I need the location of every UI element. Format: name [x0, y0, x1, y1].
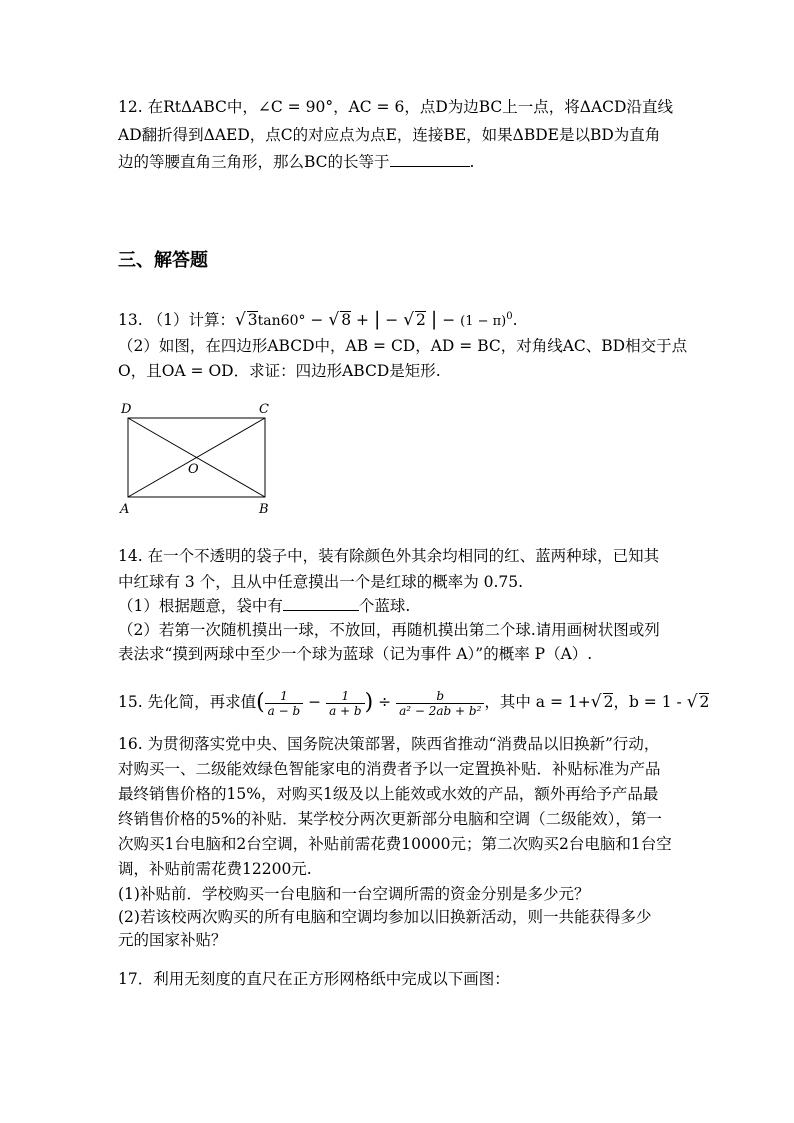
q13-prefix: 13. （1）计算： — [118, 311, 235, 330]
q14-line-1: 14. 在一个不透明的袋子中，装有除颜色外其余均相同的红、蓝两种球，已知其 — [118, 547, 660, 565]
q12-line-3 — [118, 151, 474, 173]
minus-sign: − — [310, 311, 324, 330]
plus-sign: + — [356, 311, 370, 330]
division-sign: ÷ — [378, 693, 392, 711]
fraction-1 — [265, 689, 304, 718]
q14-line-2: 中红球有 3 个，且从中任意摸出一个是红球的概率为 0.75. — [118, 573, 524, 591]
fraction-2-denominator: a + b — [329, 703, 362, 718]
sqrt-2-b: 2 — [699, 693, 710, 711]
q16-line-8: (2)若该校两次购买的所有电脑和空调均参加以旧换新活动，则一共能获得多少 — [118, 908, 652, 926]
q14-line-3-end: 个蓝球. — [358, 597, 411, 615]
label-c: C — [259, 402, 269, 417]
sqrt-8: 8 — [341, 311, 352, 330]
radical-sign: √ — [686, 692, 698, 712]
q14-line-5: 表法求“摸到两球中至少一个球为蓝球（记为事件 A）”的概率 P（A）. — [118, 645, 593, 663]
sqrt-3: 3 — [247, 311, 258, 330]
radical-sign: √ — [234, 310, 246, 331]
q16-line-9: 元的国家补贴？ — [118, 931, 227, 949]
abs-bar-left: | — [373, 308, 381, 331]
q15-line — [118, 685, 709, 719]
q16-line-6: 调，补贴前需花费12200元. — [118, 860, 312, 878]
minus-sign: − — [442, 311, 456, 330]
fraction-1-numerator: 1 — [265, 689, 304, 704]
radical-sign: √ — [403, 310, 415, 331]
q16-line-3: 最终销售价格的15%，对购买1级及以上能效或水效的产品，额外再给予产品最 — [118, 785, 659, 803]
q13-line-2: （2）如图，在四边形ABCD中，AB = CD，AD = BC，对角线AC、BD相交于点 — [118, 337, 688, 355]
q14-line-3-text: （1）根据题意，袋中有 — [118, 597, 283, 615]
q14-line-3 — [118, 595, 410, 617]
label-o: O — [188, 462, 199, 477]
fraction-1-denominator: a − b — [267, 703, 301, 718]
fraction-3-denominator: a² − 2ab + b² — [399, 703, 482, 718]
q12-answer-blank — [390, 152, 470, 167]
q14-line-4: （2）若第一次随机摸出一球，不放回，再随机摸出第二个球.请用画树状图或列 — [118, 621, 660, 639]
fraction-3 — [396, 689, 484, 718]
q13-line-1 — [118, 306, 518, 333]
rectangle-figure — [112, 398, 282, 520]
condition-b: ，b = 1 - — [613, 693, 682, 711]
radical-sign: √ — [328, 310, 340, 331]
sqrt-2-a: 2 — [603, 693, 614, 711]
q12-line-2: AD翻折得到ΔAED，点C的对应点为点E，连接BE，如果ΔBDE是以BD为直角 — [118, 126, 661, 144]
q16-line-5: 次购买1台电脑和2台空调，补贴前需花费10000元；第二次购买2台电脑和1台空 — [118, 835, 672, 853]
q16-line-2: 对购买一、二级能效绿色智能家电的消费者予以一定置换补贴．补贴标准为产品 — [118, 760, 661, 778]
fraction-2 — [326, 689, 365, 718]
label-b: B — [259, 502, 269, 517]
label-a: A — [120, 502, 130, 517]
label-d: D — [121, 402, 132, 417]
q12-line-1: 12. 在RtΔABC中，∠C = 90°，AC = 6，点D为边BC上一点，将ΔACD沿直线 — [118, 98, 673, 116]
abs-bar-right: | — [430, 308, 438, 331]
paren-open: ( — [256, 690, 265, 715]
minus-sign: − — [308, 693, 322, 711]
q17-line-1: 17．利用无刻度的直尺在正方形网格纸中完成以下画图： — [118, 970, 510, 988]
tan-term: tan60° — [257, 313, 306, 330]
q16-line-1: 16. 为贯彻落实党中央、国务院决策部署，陕西省推动“消费品以旧换新”行动， — [118, 735, 660, 753]
section-title: 三、解答题 — [118, 250, 208, 271]
q13-expression: √ 3tan60° − √ 8 + | − √ 2 | − $(1 - \pi)^0$. — [234, 308, 518, 331]
fraction-3-numerator: b — [396, 689, 484, 704]
q16-line-4: 终销售价格的5%的补贴．某学校分两次更新部分电脑和空调（二级能效），第一 — [118, 810, 662, 828]
q16-line-7: (1)补贴前．学校购买一台电脑和一台空调所需的资金分别是多少元？ — [118, 885, 590, 903]
period: . — [512, 311, 518, 330]
exponent: 0 — [506, 311, 513, 322]
sqrt-2: 2 — [416, 311, 426, 330]
paren-term: (1 − π) — [460, 314, 507, 330]
fraction-2-numerator: 1 — [326, 689, 365, 704]
radical-sign: √ — [590, 692, 602, 712]
q15-prefix: 15. 先化简，再求值 — [118, 693, 257, 711]
q12-line-3-end: . — [469, 153, 475, 171]
q14-answer-blank — [283, 596, 359, 611]
condition-a: ，其中 a = 1+ — [484, 693, 591, 711]
q12-line-3-text: 边的等腰直角三角形，那么BC的长等于 — [118, 153, 390, 171]
q13-line-3: O，且OA = OD．求证：四边形ABCD是矩形. — [118, 362, 441, 380]
paren-close: ) — [364, 690, 374, 715]
